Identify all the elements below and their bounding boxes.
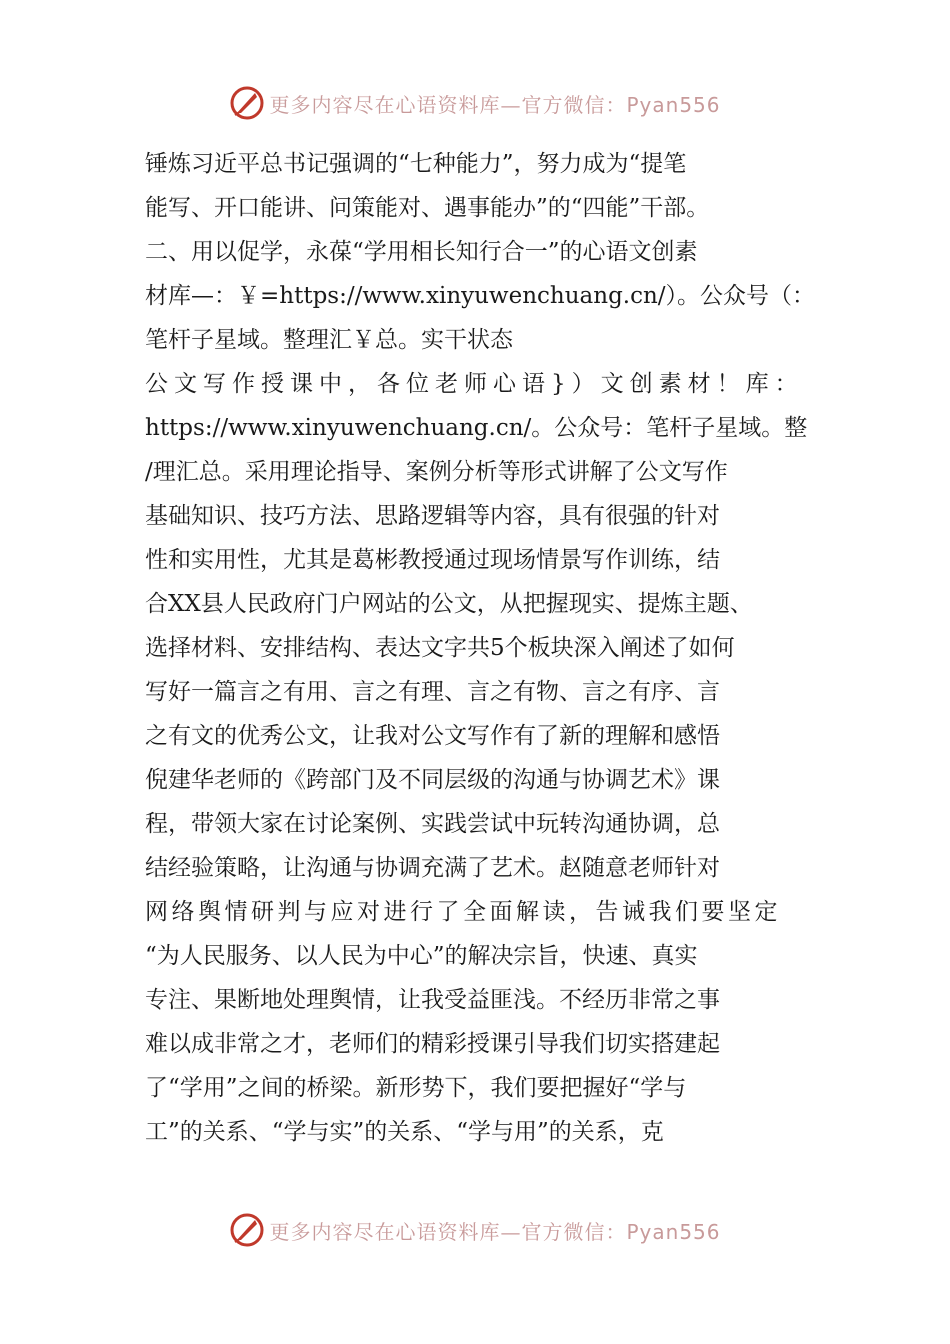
body-line: 难以成非常之才，老师们的精彩授课引导我们切实搭建起 (145, 1031, 720, 1057)
footer-wechat-id: Pyan556 (626, 1219, 721, 1244)
body-line: 之有文的优秀公文，让我对公文写作有了新的理解和感悟 (145, 723, 720, 749)
body-line: 合XX县人民政府门户网站的公文，从把握现实、提炼主题、 (145, 591, 753, 617)
body-line: 性和实用性，尤其是葛彬教授通过现场情景写作训练，结 (145, 547, 720, 573)
body-line: “为人民服务、以人民为中心”的解决宗旨，快速、真实 (145, 943, 698, 969)
body-line: 倪建华老师的《跨部门及不同层级的沟通与协调艺术》课 (145, 767, 720, 793)
footer-banner-text: 更多内容尽在心语资料库—官方微信： (269, 1219, 627, 1244)
body-line: https://www.xinyuwenchuang.cn/。公众号：笔杆子星域。整 (145, 415, 808, 441)
body-line: 笔杆子星域。整理汇￥总。实干状态 (145, 327, 513, 353)
body-line: 公文写作授课中，各位老师心语}）文创素材！库： (145, 371, 804, 397)
body-line: 锤炼习近平总书记强调的“七种能力”，努力成为“提笔 (145, 151, 687, 177)
body-line: 了“学用”之间的桥梁。新形势下，我们要把握好“学与 (145, 1075, 687, 1101)
quill-logo-icon (229, 1212, 265, 1248)
body-line: 结经验策略，让沟通与协调充满了艺术。赵随意老师针对 (145, 855, 720, 881)
body-line: 工”的关系、“学与实”的关系、“学与用”的关系，克 (145, 1119, 664, 1145)
document-body (145, 142, 825, 1154)
body-line: 能写、开口能讲、问策能对、遇事能办”的“四能”干部。 (145, 195, 710, 221)
body-line: 基础知识、技巧方法、思路逻辑等内容，具有很强的针对 (145, 503, 720, 529)
footer-banner (0, 1207, 950, 1253)
body-line: 选择材料、安排结构、表达文字共5个板块深入阐述了如何 (145, 635, 735, 661)
quill-logo-icon (229, 85, 265, 121)
body-line: 专注、果断地处理舆情，让我受益匪浅。不经历非常之事 (145, 987, 720, 1013)
body-line: /理汇总。采用理论指导、案例分析等形式讲解了公文写作 (145, 459, 728, 485)
header-banner-text: 更多内容尽在心语资料库—官方微信： (269, 92, 627, 117)
body-line: 网络舆情研判与应对进行了全面解读，告诫我们要坚定 (145, 899, 781, 925)
body-line: 二、用以促学，永葆“学用相长知行合一”的心语文创素 (145, 239, 698, 265)
body-line: 程，带领大家在讨论案例、实践尝试中玩转沟通协调，总 (145, 811, 720, 837)
header-banner (0, 80, 950, 126)
body-line: 材库—：￥=https://www.xinyuwenchuang.cn/）。公众号（： (145, 283, 816, 309)
header-wechat-id: Pyan556 (626, 92, 721, 117)
body-line: 写好一篇言之有用、言之有理、言之有物、言之有序、言 (145, 679, 720, 705)
